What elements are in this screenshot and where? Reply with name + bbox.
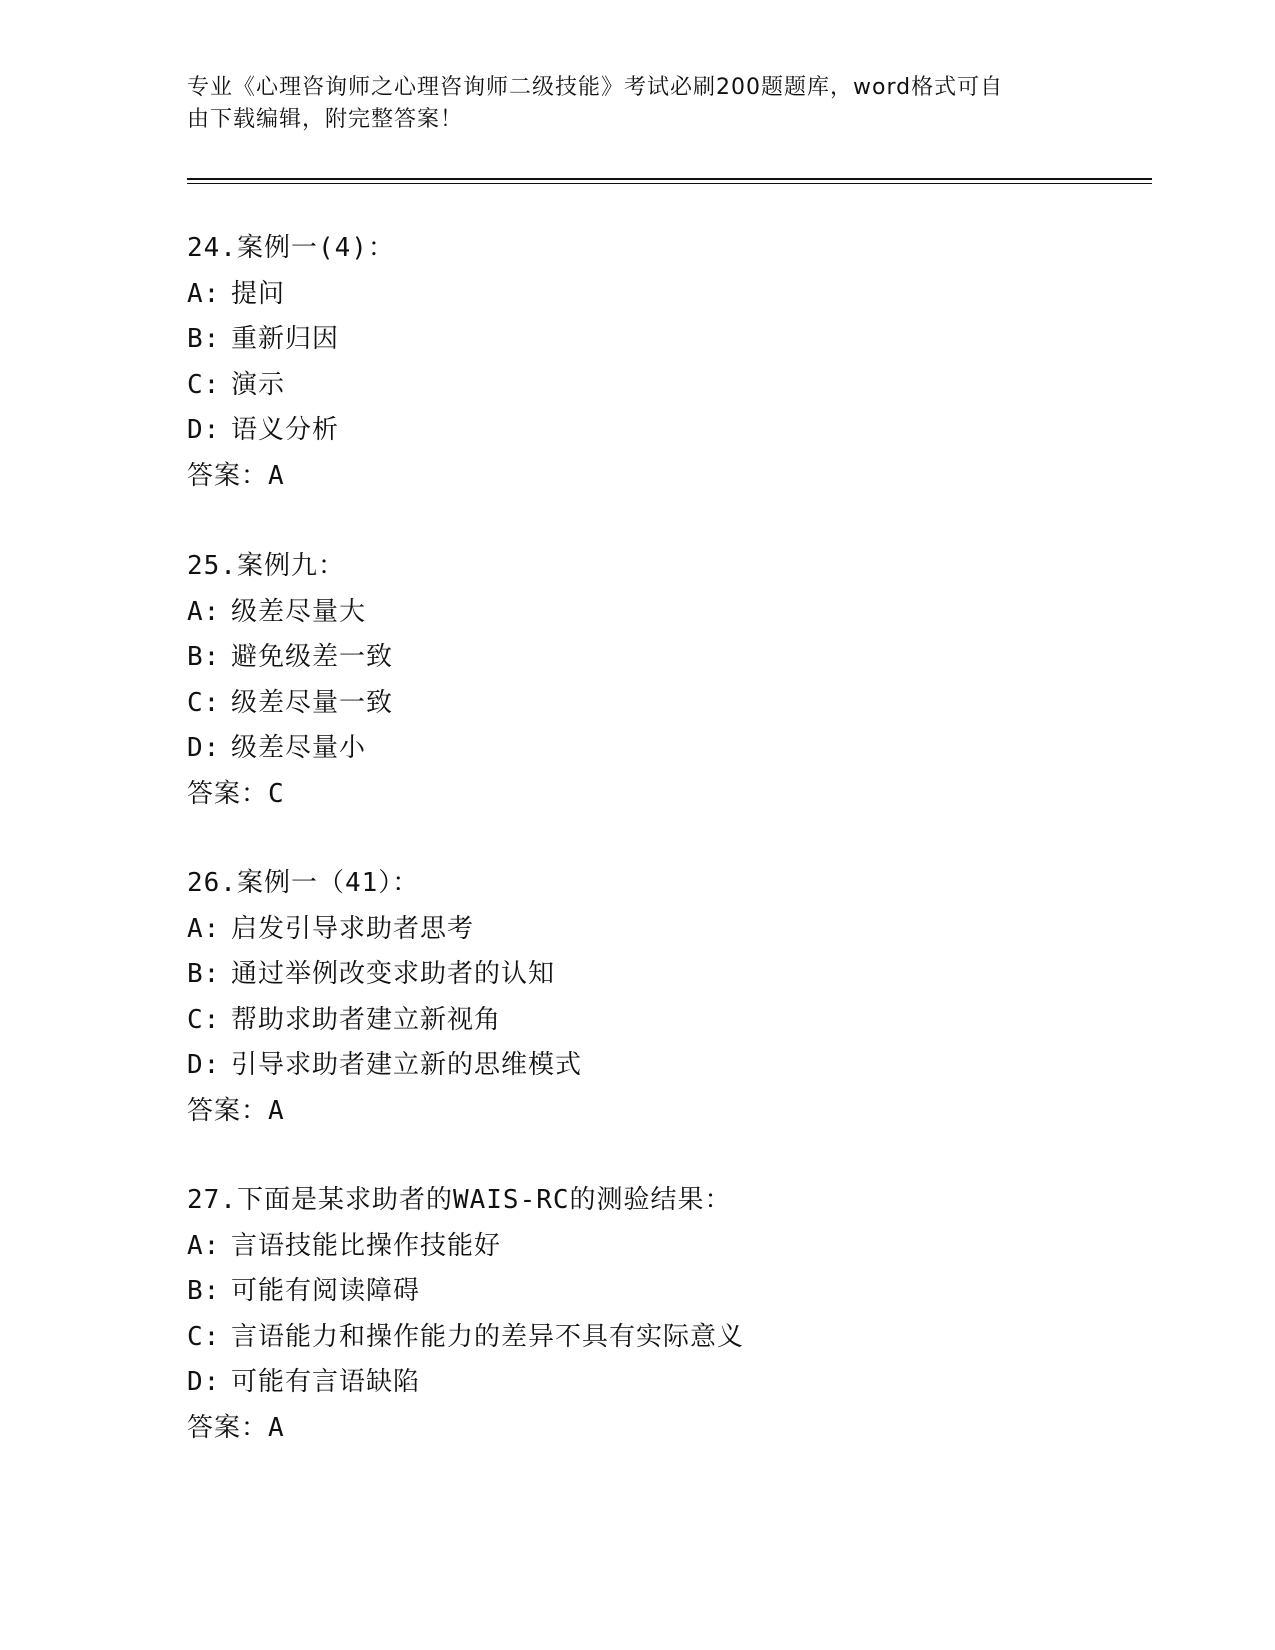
- answer-value: C: [268, 778, 285, 809]
- option-d: [187, 1360, 1147, 1406]
- option-b: [187, 1269, 1147, 1315]
- option-text: 启发引导求助者思考: [231, 913, 475, 944]
- question-stem: 27.下面是某求助者的WAIS-RC的测验结果：: [187, 1185, 732, 1215]
- header-divider-thick: [187, 178, 1152, 180]
- option-label: C:: [187, 687, 221, 718]
- option-text: 提问: [231, 278, 286, 309]
- option-text: 级差尽量大: [231, 596, 367, 627]
- option-c: [187, 1315, 1147, 1361]
- option-label: A:: [187, 913, 221, 944]
- option-label: B:: [187, 324, 221, 354]
- question-block: [187, 544, 1147, 817]
- answer-label: 答案：: [187, 1095, 269, 1126]
- option-text: 级差尽量小: [231, 733, 367, 763]
- question-block: [187, 861, 1147, 1134]
- answer-value: A: [268, 460, 285, 491]
- option-d: [187, 1043, 1147, 1089]
- document-header: [187, 72, 1067, 136]
- option-text: 可能有阅读障碍: [231, 1276, 421, 1306]
- option-d: [187, 726, 1147, 772]
- option-c: [187, 998, 1147, 1044]
- option-label: D:: [187, 1050, 221, 1080]
- answer-line: [187, 1406, 1147, 1452]
- question-block: [187, 1178, 1147, 1451]
- option-label: D:: [187, 733, 221, 763]
- option-text: 通过举例改变求助者的认知: [231, 959, 556, 989]
- answer-label: 答案：: [187, 460, 269, 491]
- option-text: 引导求助者建立新的思维模式: [231, 1050, 583, 1080]
- option-text: 避免级差一致: [231, 642, 394, 672]
- option-a: [187, 590, 1147, 636]
- option-c: [187, 363, 1147, 409]
- question-stem: 26.案例一（41）：: [187, 868, 420, 898]
- option-label: B:: [187, 642, 221, 672]
- option-d: [187, 408, 1147, 454]
- option-text: 言语能力和操作能力的差异不具有实际意义: [231, 1321, 745, 1352]
- option-text: 可能有言语缺陷: [231, 1367, 421, 1397]
- option-label: C:: [187, 369, 221, 400]
- option-label: D:: [187, 1367, 221, 1397]
- option-b: [187, 317, 1147, 363]
- question-stem: 24.案例一(4)：: [187, 233, 395, 263]
- option-a: [187, 1224, 1147, 1270]
- option-a: [187, 907, 1147, 953]
- option-label: A:: [187, 278, 221, 309]
- option-text: 语义分析: [231, 415, 340, 445]
- answer-line: [187, 1089, 1147, 1135]
- option-label: C:: [187, 1004, 221, 1035]
- option-a: [187, 272, 1147, 318]
- option-text: 重新归因: [231, 324, 340, 354]
- answer-value: A: [268, 1412, 285, 1443]
- question-block: [187, 226, 1147, 499]
- header-divider-thin: [187, 183, 1152, 184]
- answer-line: [187, 772, 1147, 818]
- option-label: D:: [187, 415, 221, 445]
- option-text: 级差尽量一致: [231, 687, 394, 718]
- option-c: [187, 681, 1147, 727]
- option-label: C:: [187, 1321, 221, 1352]
- option-label: B:: [187, 1276, 221, 1306]
- answer-label: 答案：: [187, 778, 269, 809]
- option-b: [187, 952, 1147, 998]
- header-line-1: 专业《心理咨询师之心理咨询师二级技能》考试必刷200题题库，word格式可自: [187, 75, 1004, 100]
- option-text: 言语技能比操作技能好: [231, 1230, 502, 1261]
- option-label: A:: [187, 1230, 221, 1261]
- option-text: 演示: [231, 369, 286, 400]
- answer-label: 答案：: [187, 1412, 269, 1443]
- header-line-2: 由下载编辑，附完整答案！: [187, 107, 464, 132]
- option-text: 帮助求助者建立新视角: [231, 1004, 502, 1035]
- option-label: A:: [187, 596, 221, 627]
- option-label: B:: [187, 959, 221, 989]
- option-b: [187, 635, 1147, 681]
- answer-line: [187, 454, 1147, 500]
- question-stem: 25.案例九：: [187, 551, 345, 581]
- answer-value: A: [268, 1095, 285, 1126]
